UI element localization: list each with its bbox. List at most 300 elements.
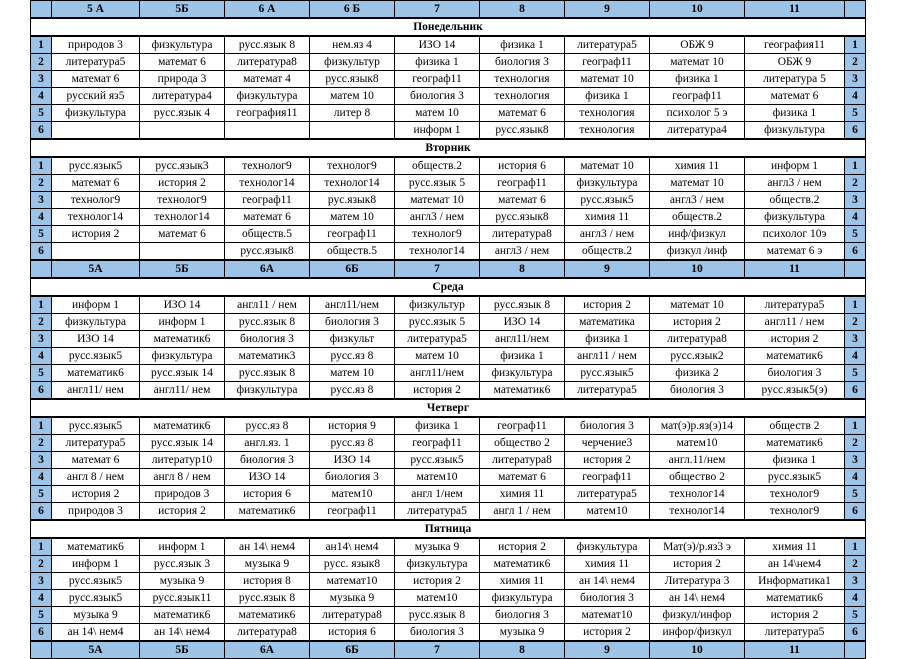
lesson-cell: географ11 — [395, 71, 480, 88]
lesson-cell: история 2 — [52, 486, 140, 503]
lesson-number: 5 — [845, 226, 866, 243]
lesson-number: 3 — [845, 452, 866, 469]
class-column-header: 10 — [650, 641, 745, 659]
lesson-cell: географ11 — [395, 435, 480, 452]
lesson-number: 6 — [845, 382, 866, 400]
lesson-cell: физкультур — [395, 296, 480, 314]
lesson-cell: математик6 — [140, 331, 225, 348]
lesson-cell: история 2 — [565, 624, 650, 642]
lesson-number: 5 — [845, 365, 866, 382]
lesson-cell: географ11 — [565, 54, 650, 71]
lesson-row — [31, 435, 866, 452]
lesson-number: 2 — [845, 556, 866, 573]
lesson-cell: математ 10 — [650, 296, 745, 314]
lesson-cell: технолог14 — [140, 209, 225, 226]
lesson-cell: англ3 / нем — [650, 192, 745, 209]
lesson-row — [31, 486, 866, 503]
lesson-cell: биология 3 — [310, 469, 395, 486]
lesson-cell: русс.язык8 — [480, 209, 565, 226]
lesson-cell: обществ.2 — [650, 209, 745, 226]
lesson-row — [31, 331, 866, 348]
lesson-cell: история 6 — [480, 157, 565, 175]
lesson-cell: природов 3 — [140, 486, 225, 503]
lesson-number: 6 — [845, 624, 866, 642]
lesson-cell: химия 11 — [565, 556, 650, 573]
lesson-cell — [140, 243, 225, 261]
lesson-cell: технолог14 — [395, 243, 480, 261]
lesson-cell: информ 1 — [52, 296, 140, 314]
lesson-cell: физика 1 — [650, 71, 745, 88]
lesson-number: 4 — [31, 88, 52, 105]
lesson-cell: информ 1 — [395, 122, 480, 140]
day-header-row — [31, 18, 866, 36]
day-header-row — [31, 278, 866, 296]
lesson-cell: общество 2 — [480, 435, 565, 452]
lesson-cell: англ3 / нем — [395, 209, 480, 226]
lesson-cell — [310, 122, 395, 140]
lesson-number: 3 — [845, 192, 866, 209]
lesson-cell: технолог9 — [225, 157, 310, 175]
lesson-cell: англ 8 / нем — [52, 469, 140, 486]
lesson-number: 1 — [845, 36, 866, 54]
lesson-cell: англ3 / нем — [745, 175, 845, 192]
lesson-cell: физкультура — [140, 348, 225, 365]
lesson-cell: физкультура — [52, 314, 140, 331]
lesson-cell: информ 1 — [140, 538, 225, 556]
class-column-header — [31, 260, 52, 278]
lesson-cell: музыка 9 — [52, 607, 140, 624]
lesson-cell: информ 1 — [140, 314, 225, 331]
lesson-cell: история 2 — [480, 538, 565, 556]
lesson-cell: географ11 — [225, 192, 310, 209]
lesson-number: 4 — [845, 88, 866, 105]
lesson-cell: химия 11 — [480, 573, 565, 590]
lesson-cell: мат(э)р.яз(э)14 — [650, 417, 745, 435]
lesson-cell: ИЗО 14 — [480, 314, 565, 331]
lesson-number: 1 — [31, 36, 52, 54]
lesson-cell: географ11 — [480, 175, 565, 192]
lesson-number: 1 — [31, 538, 52, 556]
lesson-cell: англ.яз. 1 — [225, 435, 310, 452]
lesson-cell: инф/физкул — [650, 226, 745, 243]
lesson-cell: географ11 — [310, 503, 395, 521]
lesson-cell: математ 10 — [650, 54, 745, 71]
lesson-cell — [52, 122, 140, 140]
lesson-cell: технолог14 — [225, 175, 310, 192]
lesson-cell: история 2 — [745, 607, 845, 624]
lesson-cell: литература8 — [225, 624, 310, 642]
lesson-cell: информ 1 — [745, 157, 845, 175]
lesson-cell: англ11 / нем — [225, 296, 310, 314]
day-header-row — [31, 139, 866, 157]
lesson-cell: обществ.2 — [745, 192, 845, 209]
lesson-cell: физика 1 — [480, 348, 565, 365]
lesson-cell: технолог9 — [395, 226, 480, 243]
class-column-header — [31, 641, 52, 659]
lesson-number: 4 — [31, 469, 52, 486]
lesson-cell: биология 3 — [395, 88, 480, 105]
lesson-cell: географ11 — [650, 88, 745, 105]
lesson-cell: англ3 / нем — [565, 226, 650, 243]
lesson-cell: географ11 — [565, 469, 650, 486]
lesson-cell: русс.яз 8 — [310, 382, 395, 400]
lesson-cell: матем10 — [395, 590, 480, 607]
lesson-number: 4 — [845, 590, 866, 607]
lesson-cell: история 2 — [395, 573, 480, 590]
lesson-cell: история 2 — [745, 331, 845, 348]
lesson-cell: русс.язык 8 — [225, 590, 310, 607]
lesson-cell: география11 — [225, 105, 310, 122]
lesson-cell: история 2 — [140, 503, 225, 521]
lesson-cell: ан 14\ нем4 — [565, 573, 650, 590]
lesson-number: 2 — [31, 175, 52, 192]
lesson-cell: русс. язык8 — [310, 556, 395, 573]
lesson-cell: история 2 — [140, 175, 225, 192]
lesson-row — [31, 452, 866, 469]
lesson-cell: черчение3 — [565, 435, 650, 452]
class-column-header: 8 — [480, 260, 565, 278]
lesson-cell: психолог 10э — [745, 226, 845, 243]
lesson-cell: литература8 — [310, 607, 395, 624]
lesson-number: 5 — [845, 105, 866, 122]
lesson-cell: русс.язык5 — [52, 417, 140, 435]
column-header-row — [31, 1, 866, 19]
day-header-row — [31, 399, 866, 417]
lesson-cell: литература8 — [225, 54, 310, 71]
lesson-cell: англ11 / нем — [745, 314, 845, 331]
lesson-cell: история 6 — [310, 624, 395, 642]
lesson-row — [31, 573, 866, 590]
class-column-header: 6Б — [310, 641, 395, 659]
lesson-cell: технолог9 — [52, 192, 140, 209]
class-column-header: 5 А — [52, 1, 140, 19]
lesson-cell: матем 10 — [310, 209, 395, 226]
lesson-cell: русс.язык11 — [140, 590, 225, 607]
lesson-cell: матем 10 — [395, 348, 480, 365]
class-column-header: 5А — [52, 260, 140, 278]
lesson-cell: ИЗО 14 — [52, 331, 140, 348]
class-column-header: 6Б — [310, 260, 395, 278]
lesson-cell: физика 1 — [565, 331, 650, 348]
lesson-cell: математ10 — [310, 573, 395, 590]
lesson-cell: литератур10 — [140, 452, 225, 469]
lesson-cell: математик6 — [52, 365, 140, 382]
class-column-header: 7 — [395, 641, 480, 659]
lesson-row — [31, 556, 866, 573]
lesson-cell — [225, 122, 310, 140]
day-name: Пятница — [31, 520, 866, 538]
lesson-number: 1 — [845, 157, 866, 175]
lesson-cell: ан 14\ нем4 — [225, 538, 310, 556]
lesson-cell: математ 6 — [745, 88, 845, 105]
class-column-header — [845, 260, 866, 278]
lesson-cell: англ11/нем — [480, 331, 565, 348]
day-name: Среда — [31, 278, 866, 296]
lesson-number: 2 — [31, 435, 52, 452]
lesson-cell: природов 3 — [52, 36, 140, 54]
lesson-row — [31, 503, 866, 521]
lesson-cell: физкул /инф — [650, 243, 745, 261]
lesson-cell: матем 10 — [310, 88, 395, 105]
class-column-header: 5Б — [140, 641, 225, 659]
lesson-cell: музыка 9 — [140, 573, 225, 590]
lesson-cell: природа 3 — [140, 71, 225, 88]
lesson-cell: общество 2 — [650, 469, 745, 486]
lesson-cell: биология 3 — [225, 331, 310, 348]
lesson-cell: русс.язык 5 — [395, 175, 480, 192]
lesson-cell: англ11/нем — [310, 296, 395, 314]
class-column-header: 7 — [395, 260, 480, 278]
lesson-cell: математ 6 — [52, 452, 140, 469]
lesson-row — [31, 538, 866, 556]
lesson-number: 5 — [845, 486, 866, 503]
lesson-cell: физкультура — [745, 209, 845, 226]
lesson-cell: литература8 — [480, 452, 565, 469]
lesson-cell: литература4 — [650, 122, 745, 140]
lesson-cell: англ.11/нем — [650, 452, 745, 469]
lesson-cell: русс.язык5 — [52, 348, 140, 365]
lesson-cell: технология — [480, 88, 565, 105]
lesson-cell: музыка 9 — [480, 624, 565, 642]
lesson-cell: физкультура — [745, 122, 845, 140]
lesson-cell: математик6 — [480, 556, 565, 573]
timetable-body — [31, 1, 866, 659]
lesson-cell: литература8 — [480, 226, 565, 243]
class-column-header: 9 — [565, 1, 650, 19]
lesson-cell: англ11 / нем — [565, 348, 650, 365]
lesson-row — [31, 157, 866, 175]
lesson-number: 3 — [845, 71, 866, 88]
lesson-cell: географ11 — [480, 417, 565, 435]
lesson-cell: Мат(э)/р.яз3 э — [650, 538, 745, 556]
lesson-cell: математик6 — [745, 590, 845, 607]
lesson-cell: матем 10 — [310, 365, 395, 382]
lesson-cell: технолог14 — [310, 175, 395, 192]
lesson-cell: физкул/инфор — [650, 607, 745, 624]
day-header-row — [31, 520, 866, 538]
lesson-cell: математ 6 — [225, 209, 310, 226]
lesson-cell: русс.язык 3 — [140, 556, 225, 573]
lesson-number: 2 — [845, 314, 866, 331]
lesson-cell: физкультура — [480, 365, 565, 382]
lesson-row — [31, 624, 866, 642]
lesson-cell: англ 1 / нем — [480, 503, 565, 521]
lesson-cell: биология 3 — [745, 365, 845, 382]
lesson-cell: матем10 — [565, 503, 650, 521]
lesson-cell: технолог14 — [52, 209, 140, 226]
lesson-cell: математ10 — [565, 607, 650, 624]
lesson-cell: технолог9 — [745, 503, 845, 521]
lesson-cell: литература5 — [395, 503, 480, 521]
lesson-row — [31, 314, 866, 331]
lesson-cell: биология 3 — [310, 314, 395, 331]
lesson-cell: русс.язык5 — [565, 192, 650, 209]
class-column-header — [845, 1, 866, 19]
column-header-row-repeat — [31, 641, 866, 659]
lesson-cell: нем.яз 4 — [310, 36, 395, 54]
lesson-cell: технология — [565, 122, 650, 140]
lesson-number: 3 — [845, 573, 866, 590]
lesson-number: 6 — [31, 382, 52, 400]
class-column-header: 6 Б — [310, 1, 395, 19]
lesson-cell: русс.язык2 — [650, 348, 745, 365]
class-column-header: 10 — [650, 260, 745, 278]
lesson-cell: ОБЖ 9 — [745, 54, 845, 71]
lesson-cell: физика 1 — [565, 88, 650, 105]
class-column-header: 10 — [650, 1, 745, 19]
lesson-number: 2 — [31, 556, 52, 573]
lesson-cell: биология 3 — [225, 452, 310, 469]
lesson-cell: технолог14 — [650, 503, 745, 521]
lesson-cell: литер 8 — [310, 105, 395, 122]
lesson-number: 5 — [31, 365, 52, 382]
lesson-number: 4 — [845, 209, 866, 226]
lesson-number: 6 — [845, 243, 866, 261]
lesson-number: 4 — [845, 469, 866, 486]
lesson-cell: математ 6 — [52, 175, 140, 192]
lesson-cell: математик3 — [225, 348, 310, 365]
lesson-cell: математик6 — [52, 538, 140, 556]
lesson-cell: литература5 — [565, 36, 650, 54]
lesson-cell: математ 6 — [140, 54, 225, 71]
lesson-number: 3 — [31, 192, 52, 209]
lesson-cell: физкультура — [565, 538, 650, 556]
lesson-cell: литература8 — [650, 331, 745, 348]
lesson-number: 5 — [31, 226, 52, 243]
class-column-header: 11 — [745, 260, 845, 278]
lesson-cell: биология 3 — [565, 417, 650, 435]
lesson-cell: история 2 — [650, 556, 745, 573]
class-column-header: 5Б — [140, 260, 225, 278]
lesson-row — [31, 192, 866, 209]
lesson-cell: русс.язык 14 — [140, 365, 225, 382]
lesson-cell: физкультура — [52, 105, 140, 122]
lesson-number: 1 — [31, 296, 52, 314]
lesson-cell: математик6 — [480, 382, 565, 400]
lesson-cell: Информатика1 — [745, 573, 845, 590]
lesson-cell: физика 1 — [745, 105, 845, 122]
lesson-cell: математ 6 — [52, 71, 140, 88]
lesson-cell: русский яз5 — [52, 88, 140, 105]
lesson-row — [31, 54, 866, 71]
lesson-cell: литература5 — [52, 435, 140, 452]
lesson-cell: технолог9 — [310, 157, 395, 175]
lesson-cell: литература4 — [140, 88, 225, 105]
lesson-cell: психолог 5 э — [650, 105, 745, 122]
class-column-header: 9 — [565, 260, 650, 278]
lesson-cell: русс.язык 8 — [225, 365, 310, 382]
lesson-cell: русс.язык 14 — [140, 435, 225, 452]
lesson-row — [31, 122, 866, 140]
lesson-cell: литература5 — [395, 331, 480, 348]
lesson-cell: физкульт — [310, 331, 395, 348]
lesson-cell: биология 3 — [480, 607, 565, 624]
lesson-cell: технолог9 — [745, 486, 845, 503]
lesson-number: 1 — [845, 417, 866, 435]
lesson-cell: физкультура — [140, 36, 225, 54]
lesson-row — [31, 88, 866, 105]
lesson-cell: математ 6 э — [745, 243, 845, 261]
class-column-header: 11 — [745, 641, 845, 659]
lesson-number: 4 — [31, 209, 52, 226]
lesson-cell: история 6 — [225, 486, 310, 503]
lesson-cell: ОБЖ 9 — [650, 36, 745, 54]
class-column-header: 9 — [565, 641, 650, 659]
lesson-cell: русс.язык5 — [565, 365, 650, 382]
lesson-cell: музыка 9 — [395, 538, 480, 556]
lesson-number: 1 — [31, 417, 52, 435]
lesson-number: 5 — [31, 486, 52, 503]
day-name: Вторник — [31, 139, 866, 157]
lesson-number: 4 — [31, 590, 52, 607]
lesson-cell: русс.язык5 — [395, 452, 480, 469]
lesson-cell: технология — [565, 105, 650, 122]
lesson-number: 4 — [845, 348, 866, 365]
lesson-cell: англ11/ нем — [140, 382, 225, 400]
class-column-header: 6А — [225, 260, 310, 278]
lesson-number: 1 — [31, 157, 52, 175]
lesson-cell: биология 3 — [395, 624, 480, 642]
lesson-number: 5 — [845, 607, 866, 624]
lesson-cell: ан 14\ нем4 — [140, 624, 225, 642]
lesson-row — [31, 348, 866, 365]
lesson-cell: математ 4 — [225, 71, 310, 88]
lesson-cell: русс.яз 8 — [225, 417, 310, 435]
lesson-cell: история 8 — [225, 573, 310, 590]
lesson-number: 1 — [845, 296, 866, 314]
lesson-cell: русс.язык 8 — [395, 607, 480, 624]
lesson-number: 6 — [31, 243, 52, 261]
lesson-cell: математик6 — [745, 435, 845, 452]
lesson-cell: математ 6 — [140, 226, 225, 243]
lesson-cell: русс.язык 8 — [225, 314, 310, 331]
lesson-number: 2 — [31, 54, 52, 71]
lesson-row — [31, 607, 866, 624]
class-column-header: 5Б — [140, 1, 225, 19]
lesson-cell — [52, 243, 140, 261]
lesson-cell: технология — [480, 71, 565, 88]
column-header-row-repeat — [31, 260, 866, 278]
lesson-cell: рус.язык8 — [310, 192, 395, 209]
lesson-row — [31, 296, 866, 314]
lesson-number: 6 — [31, 122, 52, 140]
lesson-number: 6 — [31, 624, 52, 642]
lesson-cell: математ 10 — [650, 175, 745, 192]
lesson-cell: математ 10 — [565, 71, 650, 88]
lesson-cell: физика 1 — [745, 452, 845, 469]
lesson-row — [31, 226, 866, 243]
lesson-cell: русс.язык 8 — [480, 296, 565, 314]
class-column-header: 6 А — [225, 1, 310, 19]
lesson-number: 3 — [31, 452, 52, 469]
lesson-cell: русс.язык8 — [480, 122, 565, 140]
lesson-cell: музыка 9 — [310, 590, 395, 607]
lesson-cell: физкультур — [310, 54, 395, 71]
lesson-number: 3 — [31, 331, 52, 348]
lesson-number: 1 — [845, 538, 866, 556]
lesson-cell: химия 11 — [480, 486, 565, 503]
class-column-header — [845, 641, 866, 659]
lesson-cell: биология 3 — [480, 54, 565, 71]
lesson-cell: музыка 9 — [225, 556, 310, 573]
lesson-number: 6 — [31, 503, 52, 521]
lesson-cell: русс.яз 8 — [310, 348, 395, 365]
lesson-cell: технолог9 — [140, 192, 225, 209]
lesson-cell: ан 14\ нем4 — [650, 590, 745, 607]
lesson-cell: ИЗО 14 — [140, 296, 225, 314]
day-name: Четверг — [31, 399, 866, 417]
class-column-header — [31, 1, 52, 19]
